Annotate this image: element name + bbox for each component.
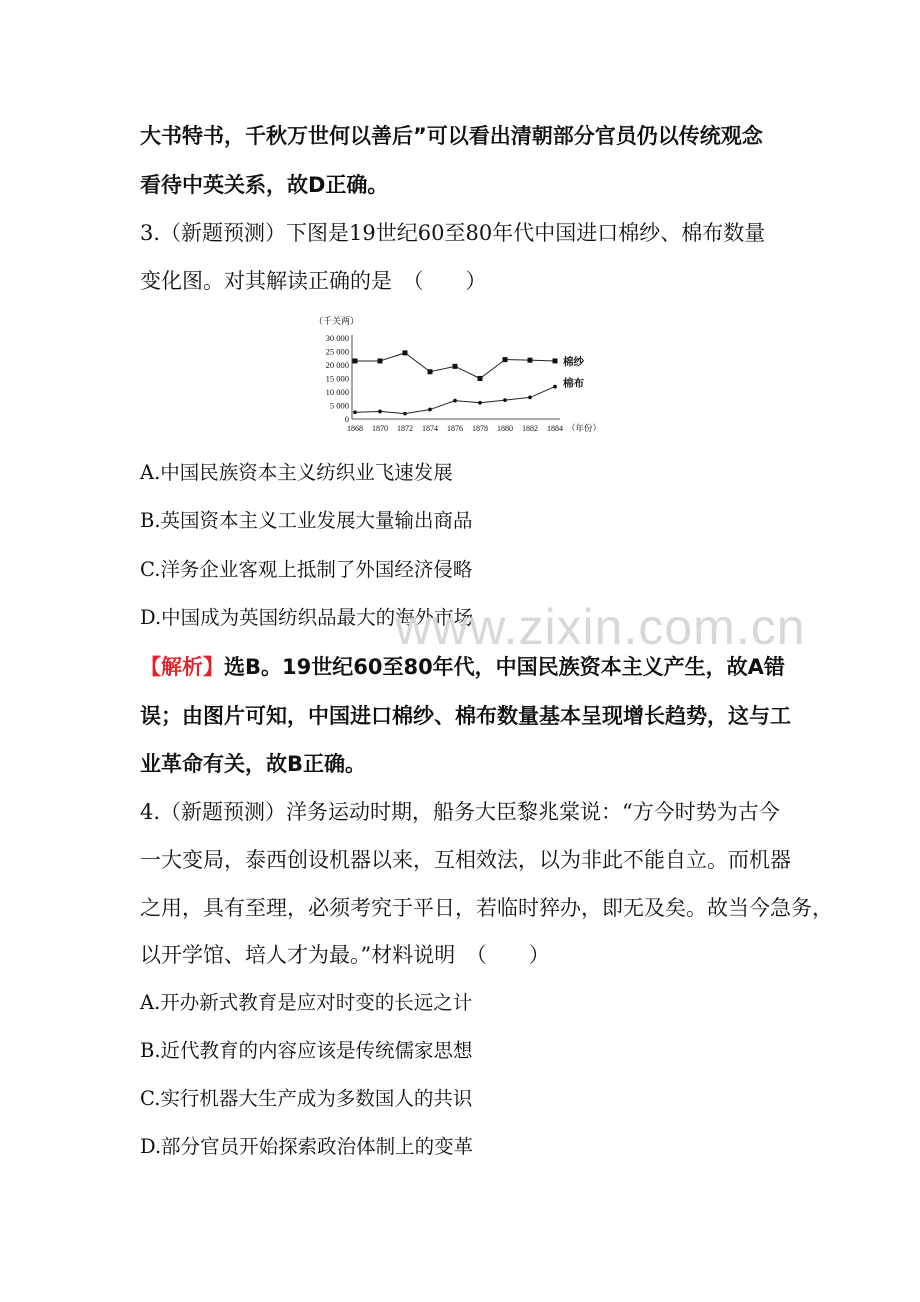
analysis-tag: 【解析】	[140, 655, 224, 679]
cotton-cloth-point	[503, 398, 507, 402]
cotton-yarn-point	[453, 364, 458, 369]
y-tick-label: 5 000	[329, 400, 349, 411]
y-tick-label: 25 000	[325, 346, 349, 357]
question-3-stem-line-2: 变化图。对其解读正确的是 （ ）	[140, 269, 487, 293]
cotton-yarn-point	[503, 357, 508, 362]
question-3-option-c: C.洋务企业客观上抵制了外国经济侵略	[140, 558, 473, 581]
series-label: 棉纱	[563, 356, 584, 368]
series-label: 棉布	[563, 378, 584, 390]
watermark: www.zixin.com.cn	[395, 599, 806, 655]
x-tick-label: 1884	[547, 424, 563, 433]
cotton-yarn-point	[428, 369, 433, 374]
analysis-line-3: 业革命有关，故B正确。	[140, 752, 367, 776]
question-4-stem-line-2: 一大变局，泰西创设机器以来，互相效法，以为非此不能自立。而机器	[140, 848, 791, 872]
analysis-text-1: 选B。19世纪60至80年代，中国民族资本主义产生，故A错	[224, 655, 785, 679]
question-3-stem-line-1: 3.（新题预测）下图是19世纪60至80年代中国进口棉纱、棉布数量	[140, 221, 766, 245]
cotton-cloth-point	[553, 385, 557, 389]
analysis-line-2: 误；由图片可知，中国进口棉纱、棉布数量基本呈现增长趋势，这与工	[140, 704, 791, 728]
cotton-cloth-point	[453, 399, 457, 403]
question-3-option-a: A.中国民族资本主义纺织业飞速发展	[140, 461, 453, 484]
cotton-yarn-point	[353, 358, 358, 363]
x-tick-label: 1870	[372, 424, 388, 433]
cotton-yarn-point	[478, 376, 483, 381]
question-4-stem-line-1: 4.（新题预测）洋务运动时期，船务大臣黎兆棠说：“方今时势为古今	[140, 800, 780, 824]
question-4-stem-line-4: 以开学馆、培人才为最。”材料说明 （ ）	[140, 943, 550, 967]
question-3-option-b: B.英国资本主义工业发展大量输出商品	[140, 509, 473, 532]
x-tick-label: 1872	[397, 424, 413, 433]
y-tick-label: 0	[344, 414, 349, 424]
x-tick-label: 1874	[422, 424, 438, 433]
cotton-yarn-point	[528, 358, 533, 363]
x-axis-label: （年份）	[567, 423, 602, 433]
cotton-cloth-point	[353, 410, 357, 414]
question-4-option-b: B.近代教育的内容应该是传统儒家思想	[140, 1039, 473, 1062]
question-4-option-c: C.实行机器大生产成为多数国人的共识	[140, 1087, 473, 1110]
y-tick-label: 20 000	[325, 360, 349, 370]
x-tick-label: 1880	[497, 424, 513, 433]
cotton-yarn-point	[553, 358, 558, 363]
question-3-option-d: D.中国成为英国纺织品最大的海外市场	[140, 606, 474, 629]
cotton-yarn-point	[403, 350, 408, 355]
x-tick-label: 1882	[522, 424, 538, 433]
cotton-cloth-point	[378, 410, 382, 414]
analysis-line-1	[140, 652, 785, 682]
cotton-cloth-point	[478, 401, 482, 405]
x-tick-label: 1876	[447, 424, 463, 433]
import-line-chart	[300, 305, 640, 440]
question-4-stem-line-3: 之用，具有至理，必须考究于平日，若临时猝办，即无及矣。故当今急务，	[140, 896, 833, 920]
carryover-line-1: 大书特书，千秋万世何以善后”可以看出清朝部分官员仍以传统观念	[140, 124, 763, 148]
x-tick-label: 1868	[347, 424, 363, 433]
y-tick-label: 10 000	[325, 387, 349, 397]
cotton-cloth-point	[428, 408, 432, 412]
cotton-cloth-point	[403, 412, 407, 416]
y-axis-unit-label: （千关两）	[314, 316, 360, 326]
question-4-option-d: D.部分官员开始探索政治体制上的变革	[140, 1135, 474, 1158]
y-tick-label: 15 000	[325, 373, 349, 384]
question-4-option-a: A.开办新式教育是应对时变的长远之计	[140, 991, 473, 1014]
carryover-line-2: 看待中英关系，故D正确。	[140, 173, 389, 197]
cotton-yarn-point	[378, 358, 383, 363]
y-tick-label: 30 000	[325, 333, 349, 343]
x-tick-label: 1878	[472, 424, 488, 433]
cotton-cloth-point	[528, 396, 532, 400]
